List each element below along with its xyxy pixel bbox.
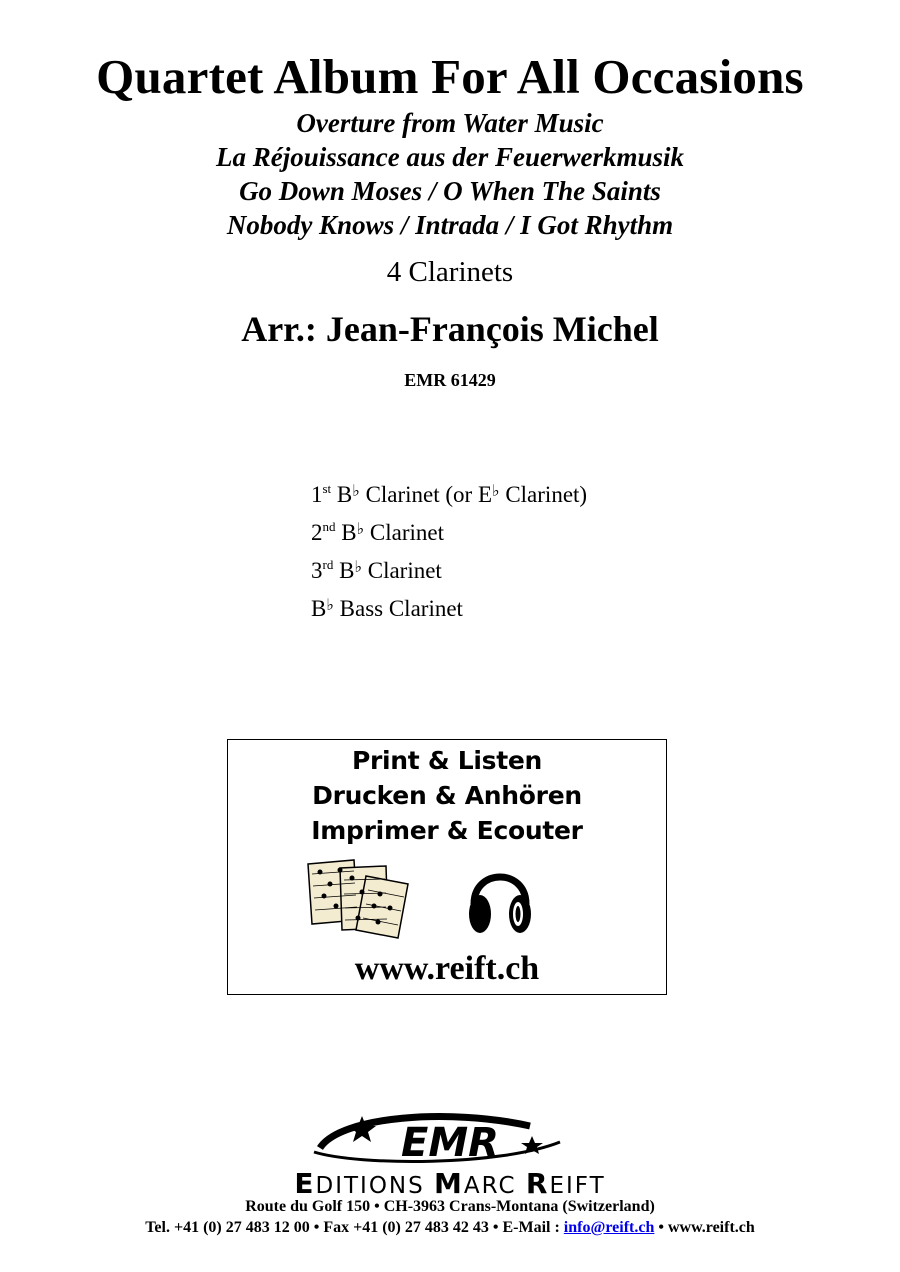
piece-title: Go Down Moses / O When The Saints [239,176,661,206]
publisher-name: EDITIONS MARC REIFT [294,1167,606,1200]
part-item: B♭ Bass Clarinet [311,596,463,621]
piece-title: Nobody Knows / Intrada / I Got Rhythm [226,210,674,240]
part-item: 3rd B♭ Clarinet [311,557,442,583]
part-item: 1st B♭ Clarinet (or E♭ Clarinet) [311,481,588,507]
emr-logo [300,1108,600,1168]
part-item: 2nd B♭ Clarinet [311,519,444,545]
piece-title: Overture from Water Music [296,108,604,138]
promo-url[interactable]: www.reift.ch [354,950,540,987]
flat-icon: ♭ [352,483,360,500]
publisher-address: Route du Golf 150 • CH-3963 Crans-Montana (Switzerland) [245,1198,655,1215]
headphones-icon [466,858,534,940]
flat-icon: ♭ [326,597,334,614]
email-link[interactable]: info@reift.ch [563,1219,655,1236]
flat-icon: ♭ [492,483,500,500]
promo-text [228,743,666,848]
arranger: Arr.: Jean-François Michel [241,309,659,349]
page-title: Quartet Album For All Occasions [96,49,804,104]
piece-title: La Réjouissance aus der Feuerwerkmusik [215,142,685,172]
logo-text: EMR [401,1120,499,1166]
sheet-music-icon [300,858,412,940]
parts-list [311,476,587,628]
instrumentation: 4 Clarinets [386,256,514,288]
flat-icon: ♭ [354,559,362,576]
print-listen-box [227,739,667,995]
promo-line: Drucken & Anhören [312,781,582,810]
catalog-number: EMR 61429 [404,370,496,390]
promo-line: Print & Listen [351,746,543,775]
publisher-contact: Tel. +41 (0) 27 483 12 00 • Fax +41 (0) 27 483 42 43 • E-Mail : info@reift.ch • www.reift.ch [145,1219,755,1236]
promo-line: Imprimer & Ecouter [311,816,583,845]
flat-icon: ♭ [356,521,365,538]
piece-list [0,106,900,242]
